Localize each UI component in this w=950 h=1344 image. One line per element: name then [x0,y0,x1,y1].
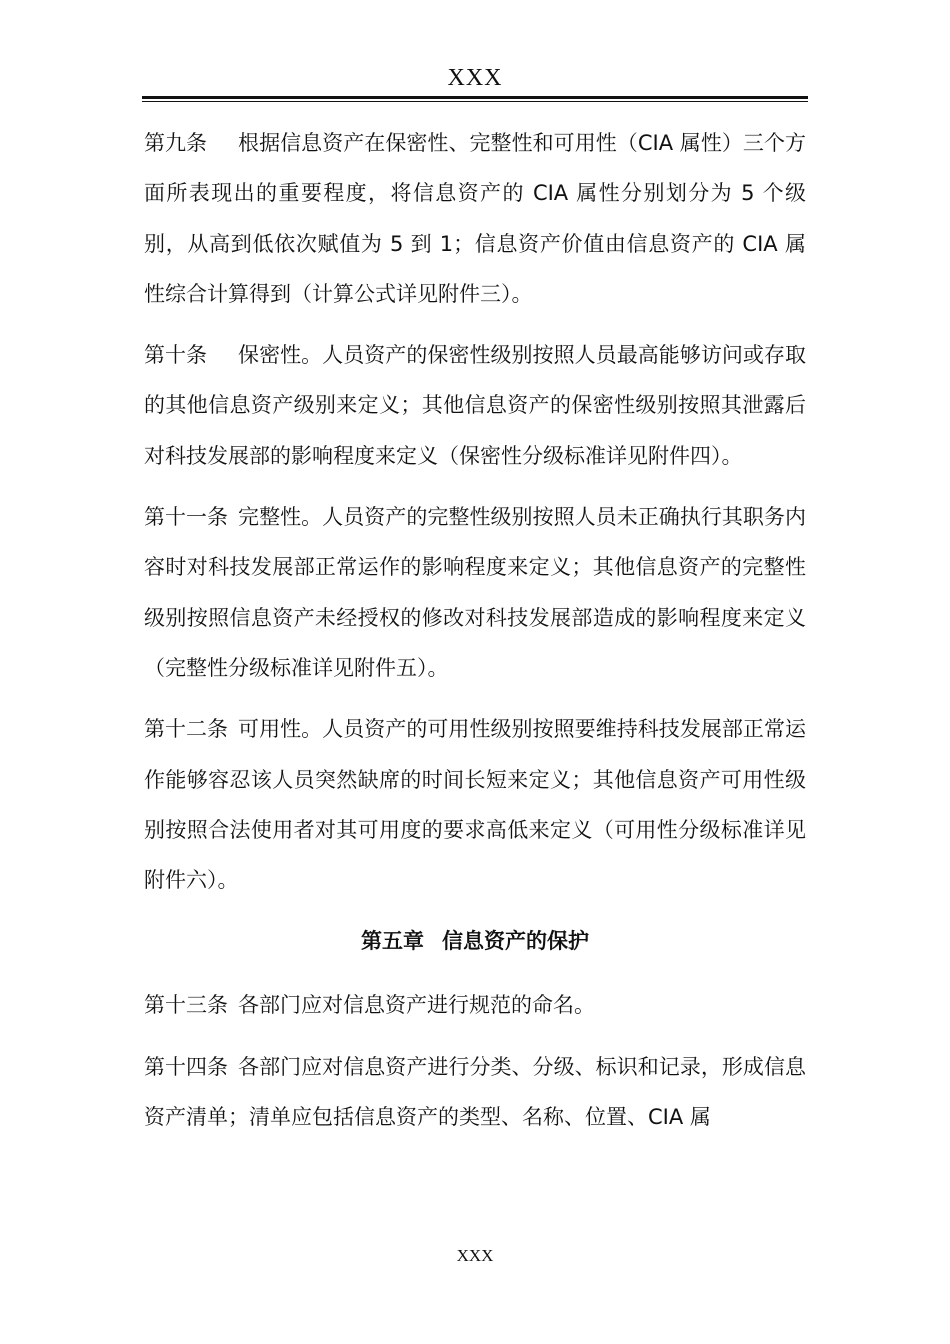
article-number: 第九条 [144,131,207,155]
article-text: 各部门应对信息资产进行分类、分级、标识和记录，形成信息资产清单；清单应包括信息资产的类型、名称、位置、CIA 属 [144,1054,806,1130]
article-number: 第十一条 [144,505,228,530]
article-number: 第十二条 [144,717,228,742]
article-12 [144,704,806,905]
article-text: 各部门应对信息资产进行规范的命名。 [238,993,595,1018]
article-13 [144,980,806,1030]
chapter-number: 第五章 [361,929,424,954]
page-header: XXX [447,65,503,91]
header-rule [142,96,808,99]
chapter-heading [144,916,806,966]
document-body [144,118,806,1153]
article-10 [144,330,806,481]
article-number: 第十条 [144,343,207,368]
article-text: 保密性。人员资产的保密性级别按照人员最高能够访问或存取的其他信息资产级别来定义；其他信息资产的保密性级别按照其泄露后对科技发展部的影响程度来定义（保密性分级标准详见附件四）。 [144,343,806,468]
article-text: 根据信息资产在保密性、完整性和可用性（CIA 属性）三个方面所表现出的重要程度，将信息资产的 CIA 属性分别划分为 5 个级别，从高到低依次赋值为 5 到 1；信息资产价值由信息资产的 CIA 属性综合计算得到（计算公式详见附件三）。 [144,131,806,306]
article-14 [144,1042,806,1143]
article-text: 完整性。人员资产的完整性级别按照人员未正确执行其职务内容时对科技发展部正常运作的影响程度来定义；其他信息资产的完整性级别按照信息资产未经授权的修改对科技发展部造成的影响程度来定义（完整性分级标准详见附件五）。 [144,505,806,680]
article-text: 可用性。人员资产的可用性级别按照要维持科技发展部正常运作能够容忍该人员突然缺席的时间长短来定义；其他信息资产可用性级别按照合法使用者对其可用度的要求高低来定义（可用性分级标准详见附件六）。 [144,717,806,893]
article-number: 第十四条 [144,1054,228,1079]
chapter-title-text: 信息资产的保护 [442,929,589,954]
page-footer: XXX [456,1246,494,1265]
header-rule-thin [142,101,808,102]
article-11 [144,492,806,693]
article-number: 第十三条 [144,993,228,1018]
article-9 [144,118,806,319]
